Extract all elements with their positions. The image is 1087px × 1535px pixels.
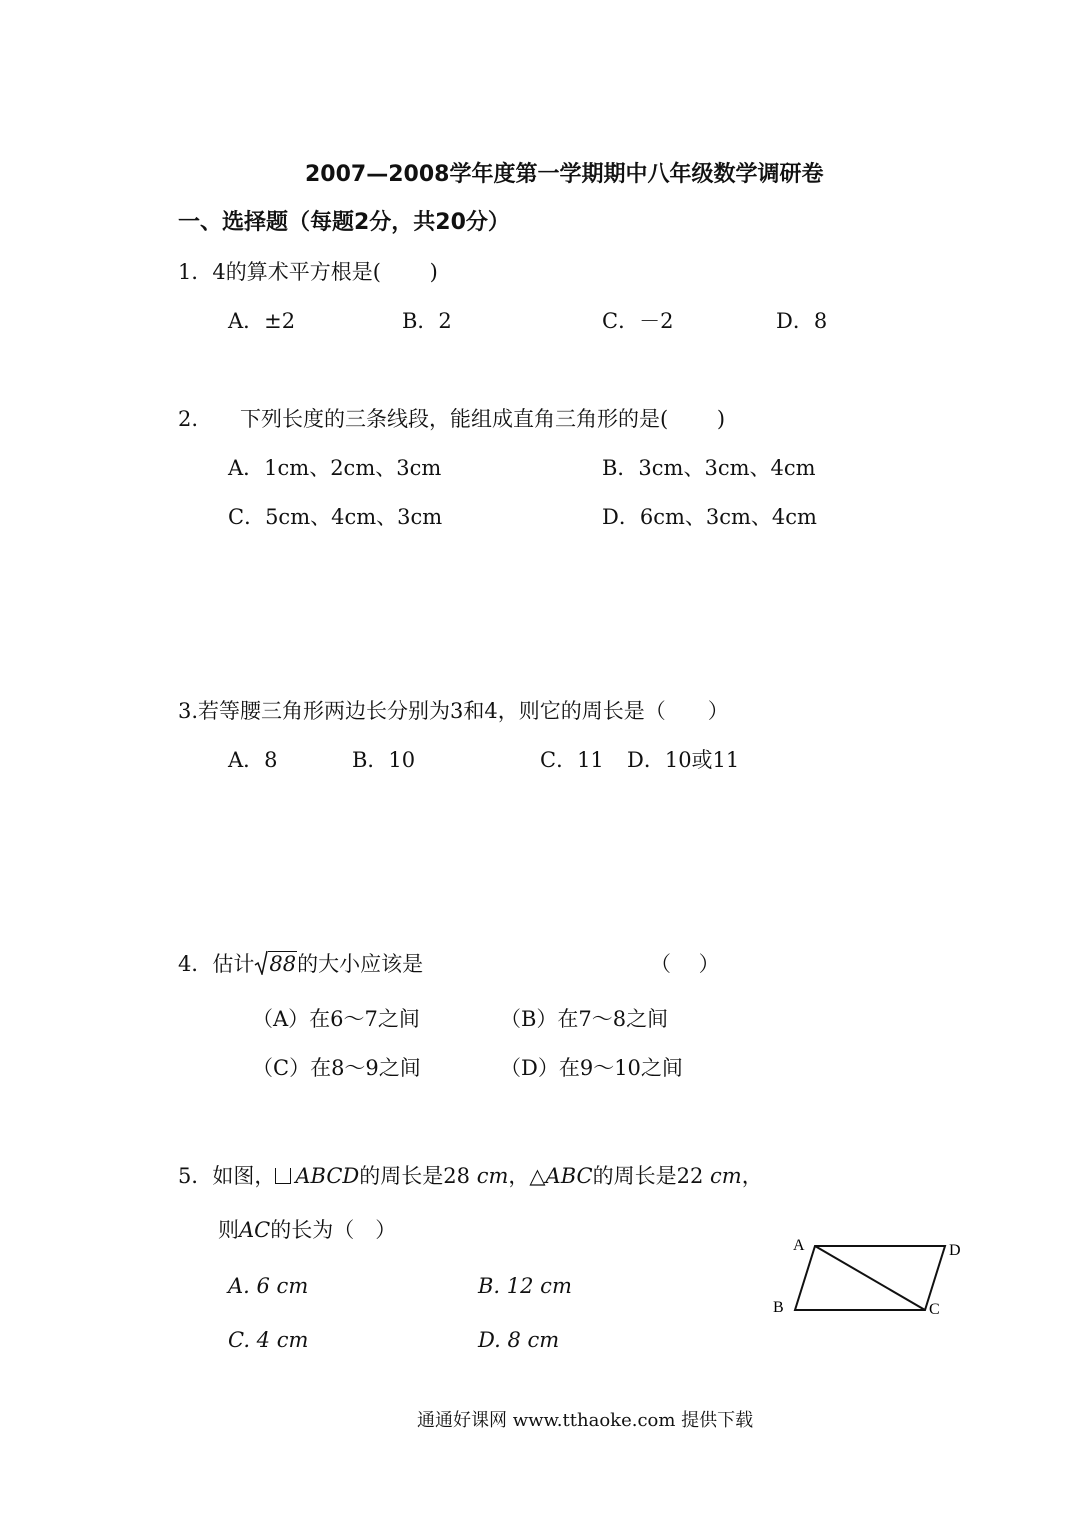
q3-option-b: B．10 [352, 748, 416, 772]
q5-stem-line2 [218, 1217, 396, 1243]
q2-option-d: D．6cm、3cm、4cm [602, 505, 817, 529]
q5-mid2: ，△ [508, 1164, 546, 1188]
q3-option-c: C．11 [540, 748, 604, 772]
radical-sign-icon [254, 949, 268, 975]
q5-pre: 5．如图， [178, 1164, 276, 1188]
section-heading: 一、选择题（每题2分，共20分） [178, 210, 510, 235]
q5-cm2: cm [710, 1164, 742, 1188]
q4-radicand: 88 [269, 952, 297, 976]
vertex-label-d: D [949, 1242, 961, 1259]
q2-option-b: B．3cm、3cm、4cm [602, 456, 816, 480]
q5-option-a: A. 6 cm [228, 1274, 309, 1298]
page-footer: 通通好课网 www.tthaoke.com 提供下载 [417, 1410, 754, 1431]
q3-option-d: D．10或11 [627, 748, 740, 772]
q4-option-c: （C）在8～9之间 [252, 1056, 421, 1080]
sqrt-expression [254, 951, 297, 977]
q4-option-b: （B）在7～8之间 [500, 1007, 669, 1031]
q3-stem: 3.若等腰三角形两边长分别为3和4，则它的周长是（ ） [178, 699, 729, 723]
q2-option-a: A．1cm、2cm、3cm [228, 456, 442, 480]
q4-stem-pre: 4．估计 [178, 952, 255, 976]
q3-option-a: A．8 [228, 748, 278, 772]
q4-option-a: （A）在6～7之间 [252, 1007, 420, 1031]
vertex-label-a: A [793, 1237, 805, 1254]
q1-option-a: A．±2 [228, 309, 296, 333]
q5-option-b: B. 12 cm [478, 1274, 572, 1298]
q5-line2-pre: 则 [218, 1218, 239, 1242]
q5-option-d: D. 8 cm [478, 1328, 560, 1352]
q5-abc: ABC [545, 1164, 593, 1188]
q5-end: ， [741, 1164, 763, 1188]
q1-stem: 1．4的算术平方根是( ) [178, 260, 438, 284]
q5-mid1: 的周长是28 [359, 1164, 477, 1188]
vertex-label-c: C [929, 1301, 940, 1318]
page-title: 2007—2008学年度第一学期期中八年级数学调研卷 [305, 162, 824, 187]
parallelogram-symbol-icon [275, 1168, 291, 1184]
q2-option-c: C．5cm、4cm、3cm [228, 505, 443, 529]
q5-cm1: cm [476, 1164, 509, 1188]
q1-option-c: C．－2 [602, 309, 674, 333]
parallelogram-figure [765, 1230, 975, 1330]
q4-answer-paren: （ ） [650, 952, 720, 976]
q1-option-b: B．2 [402, 309, 452, 333]
q4-stem [178, 951, 423, 977]
vertex-label-b: B [773, 1299, 784, 1316]
q5-abcd: ABCD [295, 1164, 360, 1188]
q5-mid3: 的周长是22 [592, 1164, 710, 1188]
q2-stem: 2. 下列长度的三条线段，能组成直角三角形的是( ) [178, 407, 726, 431]
q4-option-d: （D）在9～10之间 [500, 1056, 683, 1080]
diagonal-ac [815, 1246, 925, 1310]
q5-line2-post: 的长为（ ） [270, 1218, 397, 1242]
q4-stem-post: 的大小应该是 [297, 952, 424, 976]
q5-stem [178, 1163, 763, 1189]
q5-option-c: C. 4 cm [228, 1328, 309, 1352]
q5-ac: AC [239, 1218, 271, 1242]
q1-option-d: D．8 [776, 309, 828, 333]
